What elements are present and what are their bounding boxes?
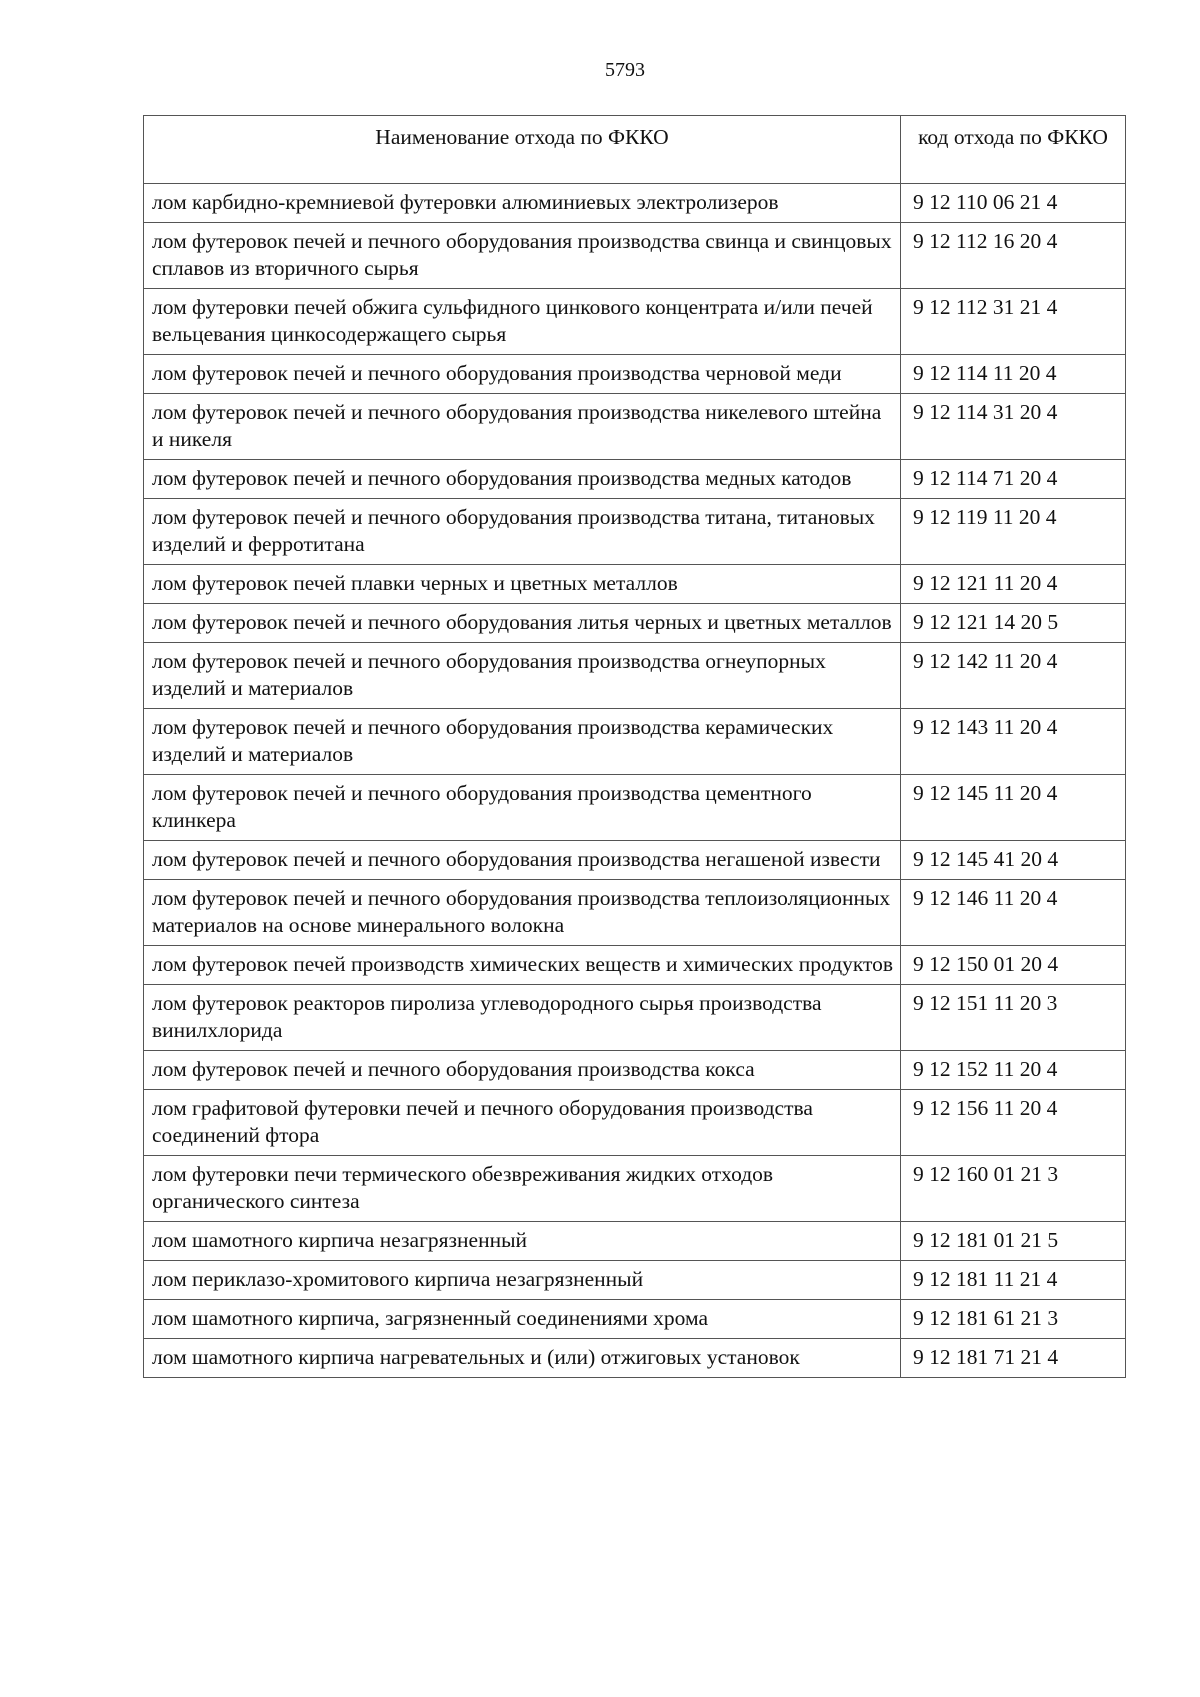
table-row — [144, 604, 1126, 643]
waste-name-cell: лом шамотного кирпича нагревательных и (или) отжиговых установок — [144, 1339, 901, 1378]
waste-name-cell: лом футеровок печей и печного оборудования производства теплоизоляционных материалов на основе минерального волокна — [144, 880, 901, 946]
waste-name-cell: лом футеровок печей и печного оборудования производства никелевого штейна и никеля — [144, 394, 901, 460]
waste-name-cell: лом футеровок печей и печного оборудования производства медных катодов — [144, 460, 901, 499]
waste-name-cell: лом футеровок печей производств химических веществ и химических продуктов — [144, 946, 901, 985]
waste-code-cell: 9 12 160 01 21 3 — [901, 1156, 1126, 1222]
waste-code-cell: 9 12 110 06 21 4 — [901, 184, 1126, 223]
waste-name-cell: лом футеровки печей обжига сульфидного цинкового концентрата и/или печей вельцевания цинкосодержащего сырья — [144, 289, 901, 355]
page-number: 5793 — [605, 59, 645, 81]
waste-name-cell: лом футеровок реакторов пиролиза углеводородного сырья производства винилхлорида — [144, 985, 901, 1051]
table-row — [144, 184, 1126, 223]
waste-code-cell: 9 12 112 16 20 4 — [901, 223, 1126, 289]
table-row — [144, 223, 1126, 289]
table-row — [144, 946, 1126, 985]
waste-code-cell: 9 12 181 01 21 5 — [901, 1222, 1126, 1261]
waste-code-cell: 9 12 145 11 20 4 — [901, 775, 1126, 841]
waste-name-cell: лом шамотного кирпича незагрязненный — [144, 1222, 901, 1261]
table-row — [144, 565, 1126, 604]
waste-code-cell: 9 12 152 11 20 4 — [901, 1051, 1126, 1090]
table-row — [144, 460, 1126, 499]
table-row — [144, 1051, 1126, 1090]
table-row — [144, 1090, 1126, 1156]
waste-name-cell: лом периклазо-хромитового кирпича незагрязненный — [144, 1261, 901, 1300]
waste-code-cell: 9 12 143 11 20 4 — [901, 709, 1126, 775]
waste-name-cell: лом футеровок печей и печного оборудования производства титана, титановых изделий и ферротитана — [144, 499, 901, 565]
waste-code-cell: 9 12 114 11 20 4 — [901, 355, 1126, 394]
waste-code-cell: 9 12 114 31 20 4 — [901, 394, 1126, 460]
waste-name-cell: лом футеровок печей плавки черных и цветных металлов — [144, 565, 901, 604]
table-row — [144, 841, 1126, 880]
table-row — [144, 775, 1126, 841]
waste-name-cell: лом футеровок печей и печного оборудования производства керамических изделий и материалов — [144, 709, 901, 775]
waste-code-cell: 9 12 150 01 20 4 — [901, 946, 1126, 985]
table-row — [144, 880, 1126, 946]
header-code: код отхода по ФККО — [901, 116, 1126, 184]
waste-code-cell: 9 12 121 11 20 4 — [901, 565, 1126, 604]
header-name: Наименование отхода по ФККО — [144, 116, 901, 184]
waste-code-cell: 9 12 181 11 21 4 — [901, 1261, 1126, 1300]
table-body — [144, 184, 1126, 1378]
waste-name-cell: лом футеровок печей и печного оборудования производства черновой меди — [144, 355, 901, 394]
waste-code-cell: 9 12 112 31 21 4 — [901, 289, 1126, 355]
waste-name-cell: лом футеровки печи термического обезвреживания жидких отходов органического синтеза — [144, 1156, 901, 1222]
table-row — [144, 1222, 1126, 1261]
waste-name-cell: лом карбидно-кремниевой футеровки алюминиевых электролизеров — [144, 184, 901, 223]
table-row — [144, 1261, 1126, 1300]
waste-name-cell: лом футеровок печей и печного оборудования производства кокса — [144, 1051, 901, 1090]
waste-code-cell: 9 12 181 61 21 3 — [901, 1300, 1126, 1339]
waste-name-cell: лом шамотного кирпича, загрязненный соединениями хрома — [144, 1300, 901, 1339]
waste-code-cell: 9 12 151 11 20 3 — [901, 985, 1126, 1051]
table-header-row — [144, 116, 1126, 184]
waste-name-cell: лом футеровок печей и печного оборудования производства свинца и свинцовых сплавов из вторичного сырья — [144, 223, 901, 289]
table-row — [144, 355, 1126, 394]
waste-code-cell: 9 12 146 11 20 4 — [901, 880, 1126, 946]
waste-code-cell: 9 12 142 11 20 4 — [901, 643, 1126, 709]
waste-name-cell: лом футеровок печей и печного оборудования литья черных и цветных металлов — [144, 604, 901, 643]
table-row — [144, 1300, 1126, 1339]
table-row — [144, 289, 1126, 355]
waste-code-cell: 9 12 181 71 21 4 — [901, 1339, 1126, 1378]
table-row — [144, 1339, 1126, 1378]
waste-table — [143, 115, 1126, 1378]
table-row — [144, 1156, 1126, 1222]
waste-name-cell: лом футеровок печей и печного оборудования производства огнеупорных изделий и материалов — [144, 643, 901, 709]
waste-code-cell: 9 12 156 11 20 4 — [901, 1090, 1126, 1156]
waste-name-cell: лом футеровок печей и печного оборудования производства цементного клинкера — [144, 775, 901, 841]
table-row — [144, 643, 1126, 709]
table-row — [144, 709, 1126, 775]
table-row — [144, 499, 1126, 565]
waste-code-cell: 9 12 121 14 20 5 — [901, 604, 1126, 643]
waste-code-cell: 9 12 145 41 20 4 — [901, 841, 1126, 880]
waste-code-cell: 9 12 119 11 20 4 — [901, 499, 1126, 565]
table-row — [144, 394, 1126, 460]
waste-code-cell: 9 12 114 71 20 4 — [901, 460, 1126, 499]
table-row — [144, 985, 1126, 1051]
waste-name-cell: лом футеровок печей и печного оборудования производства негашеной извести — [144, 841, 901, 880]
waste-name-cell: лом графитовой футеровки печей и печного оборудования производства соединений фтора — [144, 1090, 901, 1156]
